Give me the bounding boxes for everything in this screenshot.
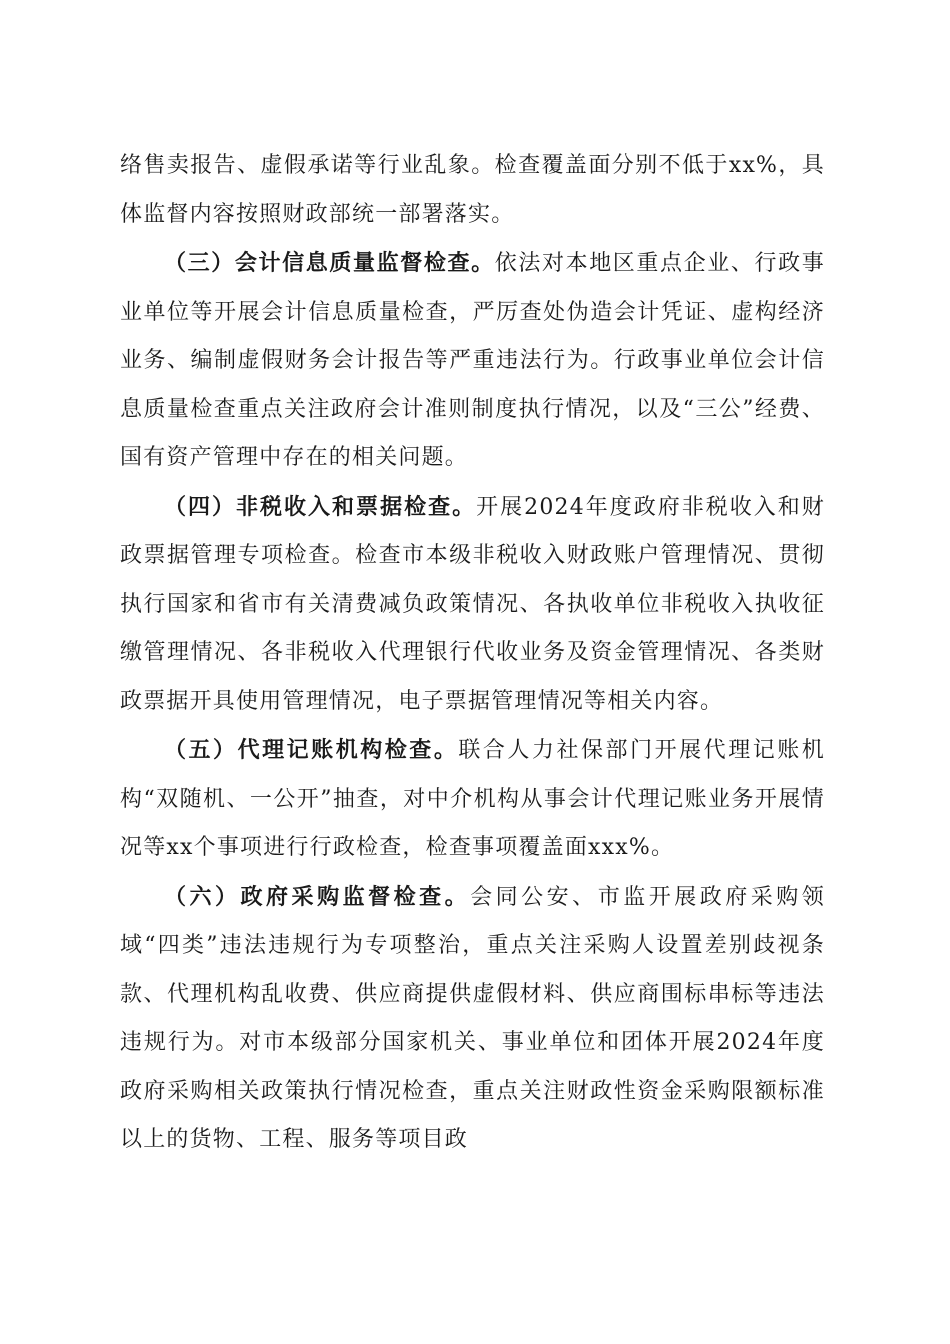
- paragraph-text: 开展2024年度政府非税收入和财政票据管理专项检查。检查市本级非税收入财政账户管理情况、贯彻执行国家和省市有关清费减负政策情况、各执收单位非税收入执收征缴管理情况、各非税收入代理银行代收业务及资金管理情况、各类财政票据开具使用管理情况，电子票据管理情况等相关内容。: [120, 494, 825, 714]
- paragraph-accounting-info-quality: [120, 239, 825, 483]
- section-heading-6: （六）政府采购监督检查。: [164, 883, 471, 910]
- document-body: [120, 142, 825, 1165]
- paragraph-non-tax-revenue: [120, 483, 825, 727]
- paragraph-text: 依法对本地区重点企业、行政事业单位等开展会计信息质量检查，严厉查处伪造会计凭证、虚构经济业务、编制虚假财务会计报告等严重违法行为。行政事业单位会计信息质量检查重点关注政府会计准则制度执行情况，以及“三公”经费、国有资产管理中存在的相关问题。: [120, 251, 825, 470]
- paragraph-text: 络售卖报告、虚假承诺等行业乱象。检查覆盖面分别不低于xx%，具体监督内容按照财政部统一部署落实。: [120, 153, 825, 227]
- paragraph-bookkeeping-agency: [120, 726, 825, 873]
- section-heading-3: （三）会计信息质量监督检查。: [164, 250, 495, 276]
- section-heading-4: （四）非税收入和票据检查。: [164, 493, 477, 520]
- section-heading-5: （五）代理记账机构检查。: [164, 737, 459, 763]
- paragraph-text: 联合人力社保部门开展代理记账机构“双随机、一公开”抽查，对中介机构从事会计代理记账业务开展情况等xx个事项进行行政检查，检查事项覆盖面xxx%。: [120, 738, 825, 860]
- paragraph-continuation: [120, 142, 825, 239]
- paragraph-text: 会同公安、市监开展政府采购领域“四类”违法违规行为专项整治，重点关注采购人设置差别歧视条款、代理机构乱收费、供应商提供虚假材料、供应商围标串标等违法违规行为。对市本级部分国家机关、事业单位和团体开展2024年度政府采购相关政策执行情况检查，重点关注财政性资金采购限额标准以上的货物、工程、服务等项目政: [120, 884, 825, 1152]
- paragraph-government-procurement: [120, 873, 825, 1165]
